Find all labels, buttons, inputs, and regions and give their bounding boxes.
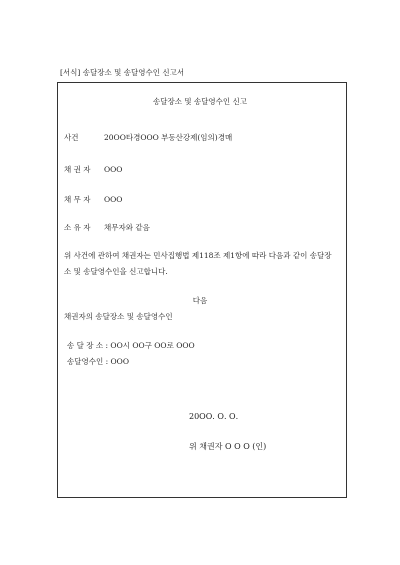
case-value: 20ОО타경ООО 부동산강제(임의)경매 xyxy=(104,133,233,142)
debtor-label: 채 무 자 xyxy=(64,195,91,204)
form-title: 송달장소 및 송달영수인 신고 xyxy=(152,97,248,106)
body-text-line: 소 및 송달영수인을 신고합니다. xyxy=(64,267,168,276)
date-line: 20ОО. О. О. xyxy=(189,412,239,421)
form-border-box xyxy=(57,82,347,498)
creditor-label: 채 권 자 xyxy=(64,165,91,174)
delivery-subheading: 채권자의 송달장소 및 송달영수인 xyxy=(64,312,173,321)
case-label: 사건 xyxy=(64,133,79,142)
body-text-line: 위 사건에 관하여 채권자는 민사집행법 제118조 제1항에 따라 다음과 같이 송달장 xyxy=(64,251,332,260)
form-label: [서식] 송달장소 및 송달영수인 신고서 xyxy=(60,68,185,77)
signature-line: 위 채권자 О О О (인) xyxy=(189,442,267,451)
delivery-address-row: 송 달 장 소 : ОО시 ОО구 ОО로 ООО xyxy=(67,341,195,350)
delivery-recipient-row: 송달영수인 : ООО xyxy=(67,357,129,366)
owner-value: 채무자와 같음 xyxy=(104,223,150,232)
debtor-value: ООО xyxy=(104,195,123,204)
owner-label: 소 유 자 xyxy=(64,223,91,232)
creditor-value: ООО xyxy=(104,165,123,174)
section-heading: 다음 xyxy=(192,296,208,305)
